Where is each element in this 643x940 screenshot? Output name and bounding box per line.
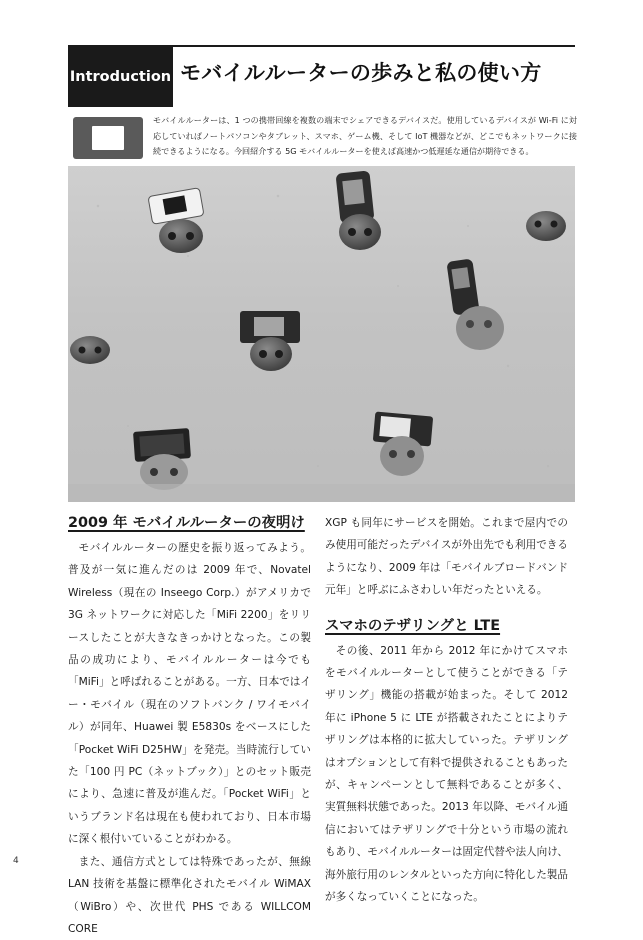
paragraph: また、通信方式としては特殊であったが、無線 LAN 技術を基盤に標準化されたモバイル WiMAX（WiBro）や、次世代 PHS である WILLCOM CORE [68,855,311,935]
hero-photo [68,166,575,502]
paragraph: その後、2011 年から 2012 年にかけてスマホをモバイルルーターとして使うことができる「テザリング」機能の搭載が始まった。そして 2012 年に iPhone 5 に LTE が搭載されたことによりテザリングは本格的に拡大していった。テザリングはオプションとして有料で提供されることもあったが、キャンペーンとして無料であることが多く、実質無料状態であった。2013 年以降、モバイル通信においてはテザリングで十分という市場の流れもあり、モバイルルーターは固定代替や法人向け、海外旅行用のレンタルといった方向に特化した製品が多くなっていくことになった。 [325,644,568,904]
photo-illustration [68,166,575,502]
page-number: 4 [13,856,19,866]
climbing-hold [380,436,424,476]
section-heading: スマホのテザリングと LTE [325,617,501,634]
router-icon [73,117,143,159]
paragraph: モバイルルーターの歴史を振り返ってみよう。普及が一気に進んだのは 2009 年で、Novatel Wireless（現在の Inseego Corp.）がアメリカで 3G ネットワークに対応した「MiFi 2200」をリリースしたことが大きなきっかけとなった。この製品の成功により、モバイルルーターは今でも「MiFi」と呼ばれることがある。一方、日本ではイー・モバイル（現在のソフトバンク / ワイモバイル）が同年、Huawei 製 E5830s をベースにした「Pocket WiFi D25HW」を発売。当時流行していた「100 円 PC（ネットブック）」とのセット販売により、急速に普及が進んだ。「Pocket WiFi」というブランド名は現在も使われており、日本市場に深く根付いていることがわかる。 [68,542,311,846]
paragraph-continuation: XGP も同年にサービスを開始。これまで屋内でのみ使用可能だったデバイスが外出先でも利用できるようになり、2009 年は「モバイルブロードバンド元年」と呼ぶにふさわしい年だったといえる。 [325,517,568,597]
router-device [148,188,204,225]
climbing-hold [456,306,504,350]
climbing-hold [250,337,292,371]
climbing-hold [70,336,110,364]
column-left [68,512,311,940]
column-right [325,512,568,909]
section-badge: Introduction [68,47,173,107]
intro-text: モバイルルーターは、1 つの携帯回線を複数の端末でシェアできるデバイスだ。使用しているデバイスが Wi-Fi に対応していればノートパソコンやタブレット、スマホ、ゲーム機、そして IoT 機器などが、どこでもネットワークに接続できるようになる。今回紹介する 5G モバイルルーターを使えば高速かつ低遅延な通信が期待できる。 [153,115,577,156]
climbing-hold [159,219,203,253]
climbing-hold [526,211,566,241]
router-screen [92,126,124,150]
section-heading: 2009 年 モバイルルーターの夜明け [68,515,305,531]
climbing-hold [339,214,381,250]
page-title: モバイルルーターの歩みと私の使い方 [180,61,542,85]
